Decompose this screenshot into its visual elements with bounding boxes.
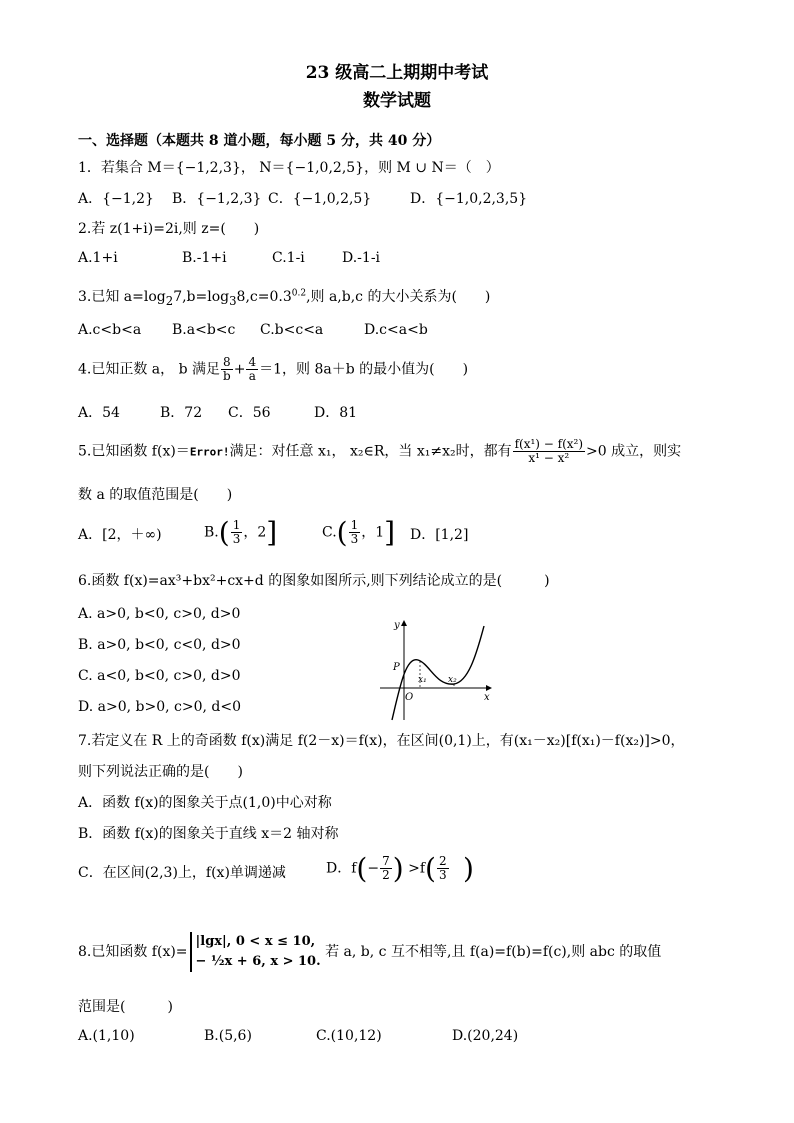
q8-option-c: C.(10,12) xyxy=(316,1028,382,1044)
question-2-stem: 2.若 z(1+i)=2i,则 z=( ) xyxy=(78,221,260,237)
q3-option-d: D.c<a<b xyxy=(364,322,428,338)
question-5-stem: 5.已知函数 f(x)＝Error!满足：对任意 x₁， x₂∈R，当 x₁≠x₂时，都有 $\frac{\text{f(x¹) − f(x²)}}{\text{x¹ − x²}}$ >0 成立，则实 xyxy=(78,437,682,465)
question-5-line2: 数 a 的取值范围是( ) xyxy=(78,487,233,503)
q2-option-c: C.1-i xyxy=(272,250,305,266)
graph-y-label: y xyxy=(394,620,400,631)
exam-subtitle: 数学试题 xyxy=(363,91,431,111)
question-7-line2: 则下列说法正确的是( ) xyxy=(78,764,243,780)
question-7-stem: 7.若定义在 R 上的奇函数 f(x)满足 f(2－x)＝f(x)，在区间(0,1)上，有(x₁－x₂)[f(x₁)－f(x₂)]>0， xyxy=(78,733,685,749)
question-6-stem: 6.函数 f(x)=ax³+bx²+cx+d 的图象如图所示,则下列结论成立的是( ) xyxy=(78,573,550,589)
q1-option-b: B．{−1,2,3} xyxy=(172,191,262,207)
q7-option-c: C．在区间(2,3)上，f(x)单调递减 xyxy=(78,865,286,881)
q2-option-b: B.-1+i xyxy=(182,250,227,266)
q4-option-b: B．72 xyxy=(160,405,203,421)
graph-x2-label: x₂ xyxy=(448,675,457,685)
difference-quotient: $\frac{\text{f(x¹) − f(x²)}}{\text{x¹ − x²}}$ xyxy=(514,437,584,465)
graph-point-p: P xyxy=(393,662,400,673)
q5-option-a: A．[2，＋∞) xyxy=(78,527,162,543)
question-8-stem: 8.已知函数 f(x)= |lgx|, 0 < x ≤ 10, − ½x + 6, x > 10. 若 a, b, c 互不相等,且 f(a)=f(b)=f(c),则 abc 的取值 xyxy=(78,932,661,972)
piecewise-definition: |lgx|, 0 < x ≤ 10, − ½x + 6, x > 10. xyxy=(190,932,321,972)
q7-option-d: D．f(− $\frac{7}{2}$ ) >f( $\frac{2}{3}$ ) xyxy=(326,852,474,885)
q7-option-b: B．函数 f(x)的图象关于直线 x＝2 轴对称 xyxy=(78,826,339,842)
q5-option-d: D．[1,2] xyxy=(410,527,469,543)
q8-option-d: D.(20,24) xyxy=(452,1028,519,1044)
q6-option-c: C. a<0, b<0, c>0, d>0 xyxy=(78,668,241,684)
question-8-line2: 范围是( ) xyxy=(78,999,173,1015)
graph-origin: O xyxy=(405,692,414,703)
q3-option-b: B.a<b<c xyxy=(172,322,236,338)
exam-title: 23 级高二上期期中考试 xyxy=(305,63,489,83)
question-1-stem: 1．若集合 M＝{−1,2,3}， N＝{−1,0,2,5}，则 M ∪ N＝（ ） xyxy=(78,160,500,176)
q4-option-d: D．81 xyxy=(314,405,358,421)
graph-x1-label: x₁ xyxy=(418,675,427,685)
q2-option-d: D.-1-i xyxy=(342,250,381,266)
q6-option-a: A. a>0, b<0, c>0, d>0 xyxy=(78,606,241,622)
fraction-4-over-a: $\frac{4}{a}$ xyxy=(248,355,257,383)
q5-option-c: C.( $\frac{1}{3}$ ，1] xyxy=(322,516,396,549)
fraction-8-over-b: $\frac{8}{b}$ xyxy=(223,355,231,383)
q1-option-a: A．{−1,2} xyxy=(78,191,154,207)
q4-option-a: A．54 xyxy=(78,405,120,421)
q3-option-a: A.c<b<a xyxy=(78,322,142,338)
q6-option-d: D. a>0, b>0, c>0, d<0 xyxy=(78,699,241,715)
q1-option-c: C．{−1,0,2,5} xyxy=(268,191,372,207)
q8-option-b: B.(5,6) xyxy=(204,1028,252,1044)
q6-option-b: B. a>0, b<0, c<0, d>0 xyxy=(78,637,241,653)
q5-option-b: B.( $\frac{1}{3}$ ，2] xyxy=(204,516,278,549)
q1-option-d: D．{−1,0,2,3,5} xyxy=(410,191,528,207)
graph-x-label: x xyxy=(484,692,490,703)
q8-option-a: A.(1,10) xyxy=(78,1028,135,1044)
section-heading: 一、选择题（本题共 8 道小题，每小题 5 分，共 40 分） xyxy=(78,133,441,149)
q4-option-c: C．56 xyxy=(228,405,271,421)
error-placeholder: Error! xyxy=(189,445,230,459)
cubic-graph xyxy=(376,616,496,724)
q3-option-c: C.b<c<a xyxy=(260,322,324,338)
q7-option-a: A．函数 f(x)的图象关于点(1,0)中心对称 xyxy=(78,795,332,811)
q2-option-a: A.1+i xyxy=(78,250,118,266)
question-3-stem: 3.已知 $a=\log_27,b=\log_38,c=0.3^{0.2}$,则 a,b,c 的大小关系为( ) xyxy=(78,288,491,308)
question-4-stem: 4.已知正数 a， b 满足 $\frac{8}{b}$ + $\frac{4}{a}$ ＝1，则 8a＋b 的最小值为( ) xyxy=(78,355,469,383)
